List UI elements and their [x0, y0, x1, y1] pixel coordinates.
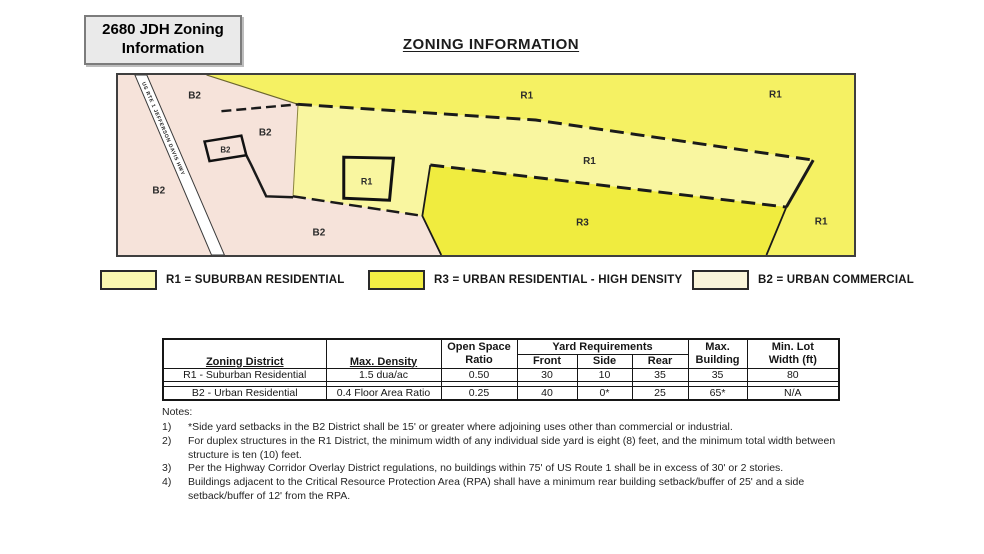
- col-header-max-density-label: Max. Density: [349, 355, 418, 368]
- legend-label-b2: B2 = URBAN COMMERCIAL: [758, 274, 914, 286]
- legend-swatch-r1: [100, 270, 157, 290]
- zone-label-r1: R1: [520, 90, 534, 102]
- notes-section: [162, 406, 844, 504]
- cell-district: R1 - Suburban Residential: [163, 368, 326, 381]
- table-row-b2: [163, 386, 839, 400]
- zone-label-r1: R1: [360, 176, 373, 187]
- zoning-table: [162, 338, 840, 401]
- page-title: ZONING INFORMATION: [402, 36, 580, 53]
- cell-open-space: 0.25: [441, 386, 517, 400]
- zone-label-b2: B2: [258, 127, 272, 139]
- cell-side: 0*: [577, 386, 632, 400]
- note-text: *Side yard setbacks in the B2 District shall be 15' or greater where adjoining uses other than commercial or industrial.: [188, 420, 733, 433]
- note-number: 3): [162, 462, 172, 475]
- legend-label-r3: R3 = URBAN RESIDENTIAL - HIGH DENSITY: [434, 274, 683, 286]
- road-label: US RTE 1 JEFFERSON DAVIS HWY: [140, 81, 186, 177]
- parcel-solid-line: [246, 155, 293, 197]
- table-row-r1: [163, 368, 839, 381]
- cell-rear: 25: [632, 386, 688, 400]
- col-header-front: Front: [517, 354, 577, 368]
- note-number: 1): [162, 420, 172, 433]
- col-header-yard-requirements: Yard Requirements: [517, 339, 688, 354]
- col-header-zoning-district-label: Zoning District: [205, 355, 284, 368]
- slide-title-box: [84, 15, 242, 65]
- zone-label-r3: R3: [576, 217, 589, 229]
- zoning-map-svg: [118, 75, 854, 255]
- max-building-line1: Max.: [705, 341, 730, 354]
- slide-title-line1: 2680 JDH Zoning: [102, 21, 224, 39]
- note-number: 4): [162, 476, 172, 489]
- parcel-dashed-line: [221, 104, 298, 111]
- min-lot-line2: Width (ft): [768, 353, 817, 366]
- note-text: Buildings adjacent to the Critical Resource Protection Area (RPA) shall have a minimum rear building setback/buffer of 25' and a side setback/buffer of 12' from the RPA.: [188, 476, 805, 503]
- col-header-min-lot-width: [747, 339, 839, 368]
- legend-label-r1: R1 = SUBURBAN RESIDENTIAL: [166, 274, 345, 286]
- zoning-map: [116, 73, 856, 257]
- note-item-4: [162, 476, 844, 504]
- cell-max-building: 65*: [688, 386, 747, 400]
- cell-open-space: 0.50: [441, 368, 517, 381]
- note-item-2: [162, 435, 844, 463]
- slide-title-line2: Information: [121, 40, 205, 57]
- note-item-3: [162, 462, 844, 476]
- zone-label-b2: B2: [312, 227, 326, 239]
- legend-item-r3: [368, 269, 682, 291]
- col-header-max-building: [688, 339, 747, 368]
- col-header-zoning-district: [163, 339, 326, 368]
- cell-front: 30: [517, 368, 577, 381]
- max-building-line2: Building: [695, 353, 740, 366]
- note-text: Per the Highway Corridor Overlay District regulations, no buildings within 75' of US Route 1 shall be in excess of 30' or 2 stories.: [188, 462, 784, 475]
- legend-item-b2: [692, 269, 914, 291]
- legend-swatch-r3: [368, 270, 425, 290]
- zone-label-b2: B2: [220, 145, 231, 155]
- note-text: For duplex structures in the R1 District, the minimum width of any individual side yard is eight (8) feet, and the minimum total width between structure is ten (10) feet.: [188, 434, 836, 461]
- legend-item-r1: [100, 269, 344, 291]
- cell-min-lot-width: N/A: [747, 386, 839, 400]
- open-space-line1: Open Space: [447, 341, 511, 354]
- note-number: 2): [162, 434, 172, 447]
- col-header-rear: Rear: [632, 354, 688, 368]
- zone-label-r1: R1: [769, 89, 782, 101]
- col-header-open-space-ratio: [441, 339, 517, 368]
- cell-district: B2 - Urban Residential: [163, 386, 326, 400]
- zone-label-r1: R1: [583, 156, 596, 167]
- cell-side: 10: [577, 368, 632, 381]
- zone-label-b2: B2: [152, 185, 166, 197]
- cell-front: 40: [517, 386, 577, 400]
- col-header-max-density: [326, 339, 441, 368]
- cell-max-density: 0.4 Floor Area Ratio: [326, 386, 441, 400]
- cell-max-building: 35: [688, 368, 747, 381]
- cell-max-density: 1.5 dua/ac: [326, 368, 441, 381]
- min-lot-line1: Min. Lot: [771, 341, 814, 354]
- zone-label-r1: R1: [814, 216, 828, 228]
- cell-rear: 35: [632, 368, 688, 381]
- note-item-1: [162, 421, 844, 435]
- cell-min-lot-width: 80: [747, 368, 839, 381]
- notes-title: Notes:: [162, 406, 193, 418]
- open-space-line2: Ratio: [465, 353, 493, 366]
- col-header-side: Side: [577, 354, 632, 368]
- zone-label-b2: B2: [188, 90, 201, 102]
- legend-swatch-b2: [692, 270, 749, 290]
